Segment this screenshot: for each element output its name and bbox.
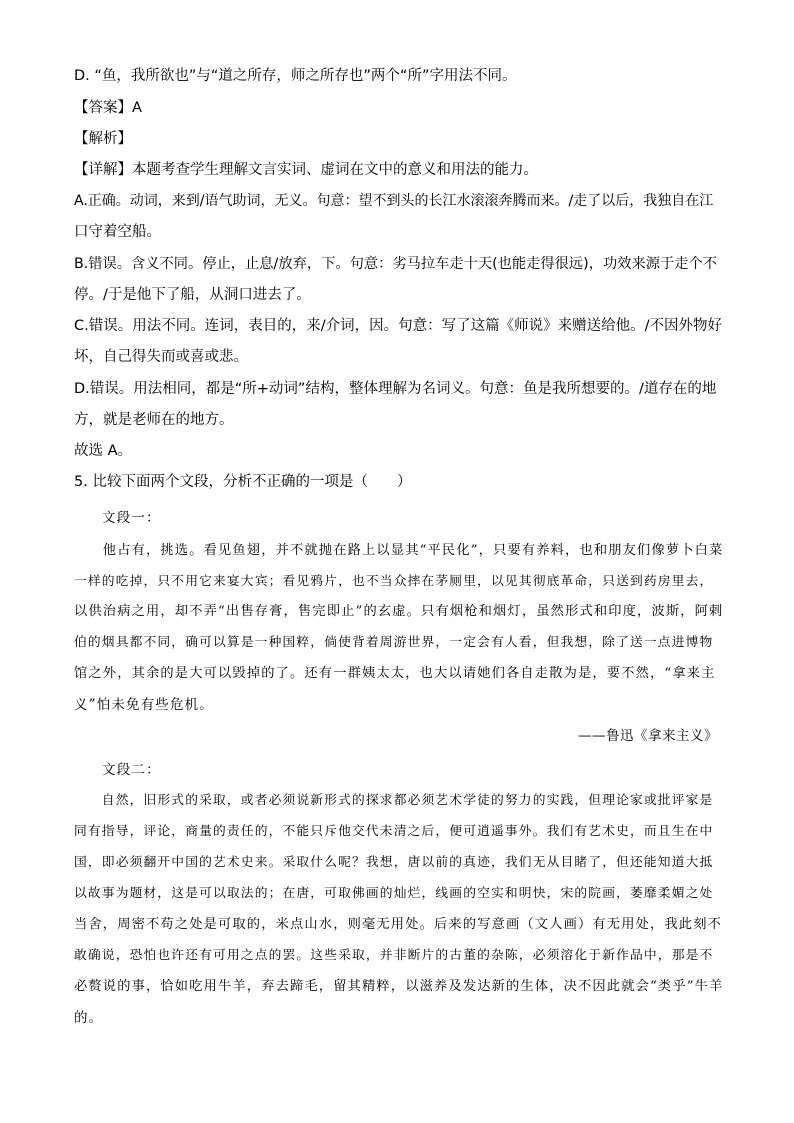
passage-1-line: 以供治病之用，却不弄“出售存膏，售完即止”的玄虚。只有烟枪和烟灯，虽然形式和印度，波斯，阿剌 <box>74 604 724 619</box>
passage-1-line: 他占有，挑选。看见鱼翅，并不就抛在路上以显其“平民化”，只要有养料，也和朋友们像萝卜白菜 <box>74 543 724 558</box>
option-b-explanation-line2: 停。/于是他下了船，从洞口进去了。 <box>74 287 311 303</box>
passage-1-line: 义”怕未免有些危机。 <box>74 697 214 713</box>
passage-1-line: 馆之外，其余的是大可以毁掉的了。还有一群姨太太，也大以请她们各自走散为是，要不然，“拿来主 <box>74 666 716 681</box>
analysis-heading: 【解析】 <box>74 131 132 147</box>
passage-2-line: 同有指导，评论，商量的责任的，不能只斥他交代未清之后，便可逍遥事外。我们有艺术史，而且生在中 <box>74 824 714 839</box>
conclusion-line: 故选 A。 <box>74 443 133 459</box>
passage-1-line: 伯的烟具都不同，确可以算是一种国粹，倘使背着周游世界，一定会有人看，但我想，除了送一点进博物 <box>74 635 714 650</box>
passage-2-line: 自然，旧形式的采取，或者必须说新形式的探求都必须艺术学徒的努力的实践，但理论家或批评家是 <box>74 793 714 808</box>
passage-1-label: 文段一： <box>102 510 161 526</box>
option-a-explanation-line2: 口守着空船。 <box>74 224 161 240</box>
passage-2-line: 国，即必须翻开中国的艺术史来。采取什么呢？我想，唐以前的真迹，我们无从目睹了，但还能知道大抵 <box>74 855 714 870</box>
option-a-explanation-line1: A.正确。动词，来到/语气助词，无义。句意：望不到头的长江水滚滚奔腾而来。/走了以后，我独自在江 <box>74 193 714 209</box>
option-c-explanation-line1: C.错误。用法不同。连词，表目的，来/介词，因。句意：写了这篇《师说》来赠送给他。/不因外物好 <box>74 318 723 334</box>
option-d-explanation-line2: 方，就是老师在的地方。 <box>74 412 234 428</box>
passage-2-line: 当舍，周密不苟之处是可取的，米点山水，则毫无用处。后来的写意画（文人画）有无用处，我此刻不 <box>74 917 723 932</box>
passage-1-source: ——鲁迅《拿来主义》 <box>578 728 718 744</box>
detail-line: 【详解】本题考查学生理解文言实词、虚词在文中的意义和用法的能力。 <box>74 162 538 178</box>
passage-2-line: 敢确说，恐怕也许还有可用之点的罢。这些采取，并非断片的古董的杂陈，必须溶化于新作品中，那是不 <box>74 948 714 963</box>
option-d-explanation-line1: D.错误。用法相同，都是“所+动词”结构，整体理解为名词义。句意：鱼是我所想要的。/道存在的地 <box>74 381 717 397</box>
question-5-stem: 5. 比较下面两个文段，分析不正确的一项是（ ） <box>74 474 412 490</box>
passage-1-line: 一样的吃掉，只不用它来宴大宾；看见鸦片，也不当众摔在茅厕里，以见其彻底革命，只送到药房里去， <box>74 574 714 589</box>
option-d-text: D. “鱼，我所欲也”与“道之所存，师之所存也”两个“所”字用法不同。 <box>74 68 517 84</box>
passage-2-line: 以故事为题材，这是可以取法的；在唐，可取佛画的灿烂，线画的空实和明快，宋的院画，萎靡柔媚之处 <box>74 886 714 901</box>
passage-2-line: 必赘说的事，恰如吃用牛羊，弃去蹄毛，留其精粹，以滋养及发达新的生体，决不因此就会“类乎”牛羊 <box>74 979 724 994</box>
passage-2-line: 的。 <box>74 1010 104 1026</box>
option-c-explanation-line2: 坏，自己得失而或喜或悲。 <box>74 349 248 365</box>
answer-line: 【答案】A <box>74 100 142 116</box>
option-b-explanation-line1: B.错误。含义不同。停止，止息/放弃，下。句意：劣马拉车走十天(也能走得很远)，功效来源于走个不 <box>74 256 717 272</box>
passage-2-label: 文段二： <box>102 762 161 778</box>
